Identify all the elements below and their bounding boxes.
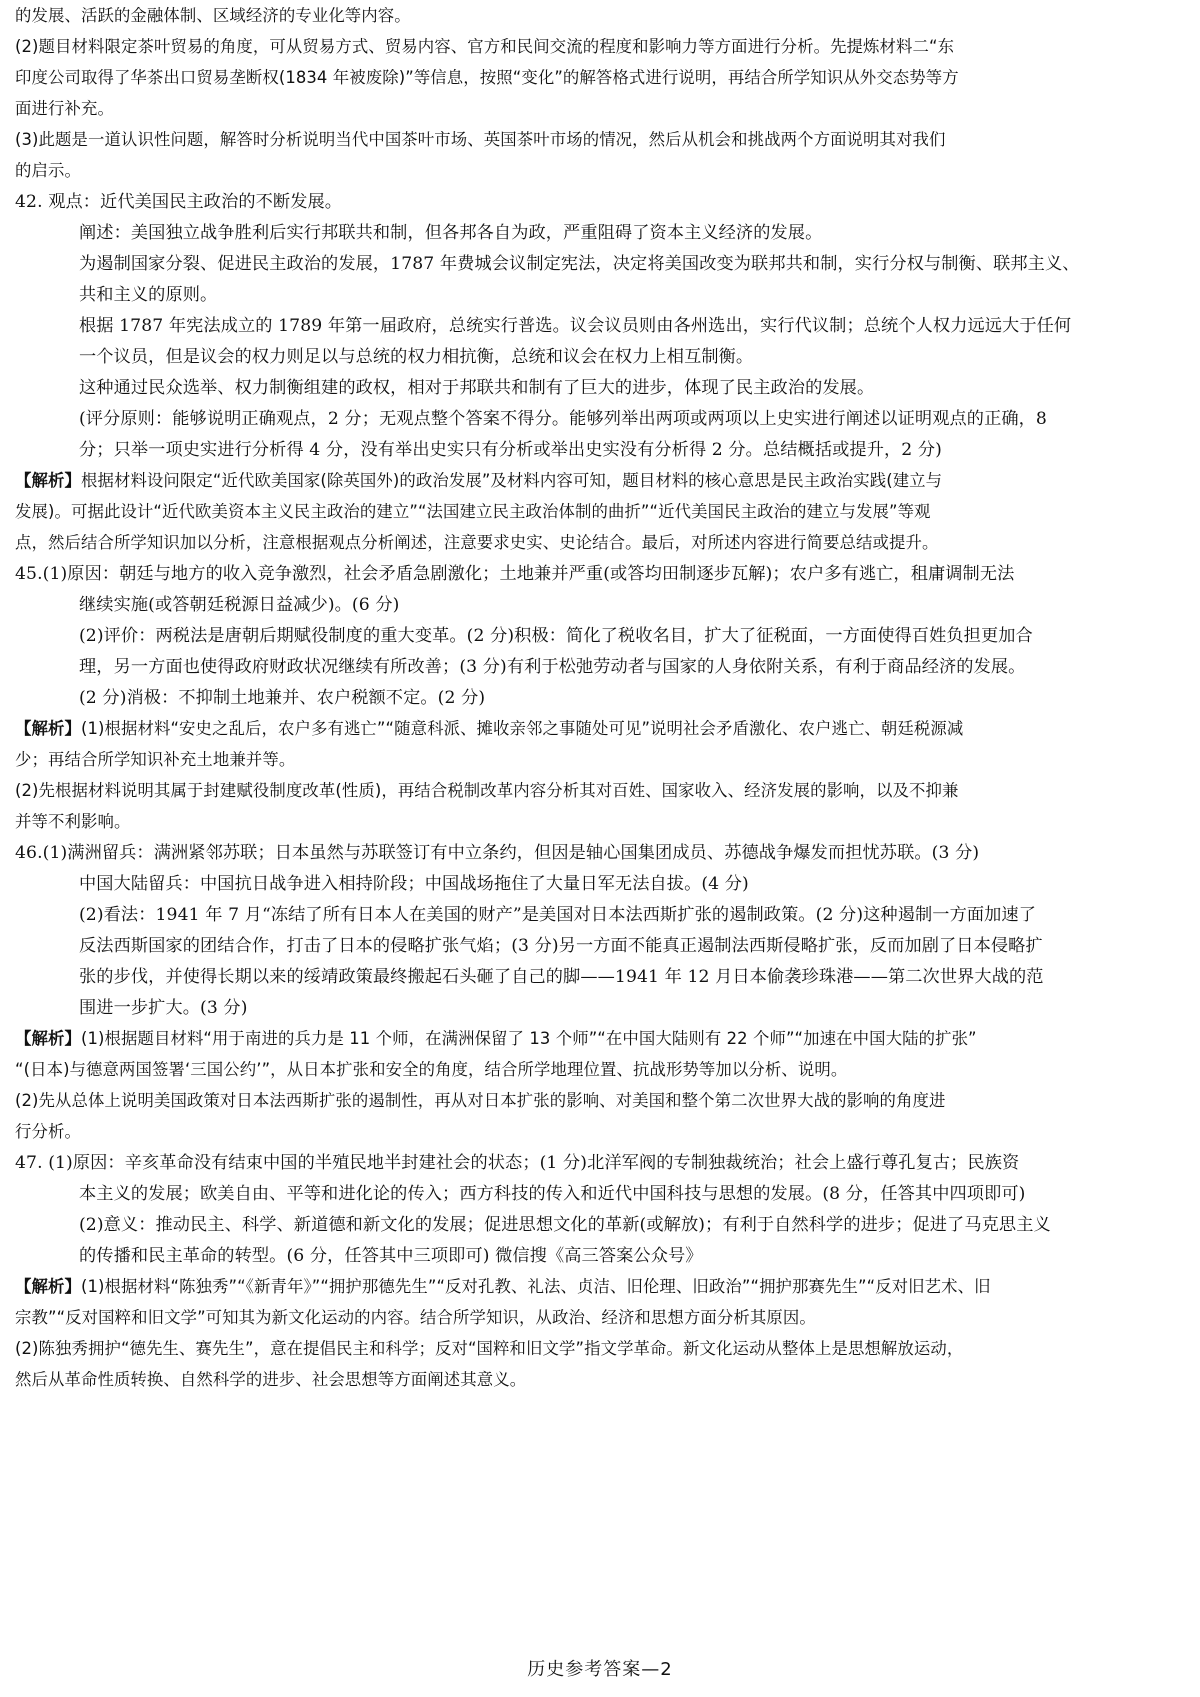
text-line: 反法西斯国家的团结合作，打击了日本的侵略扩张气焰；(3 分)另一方面不能真正遏制法西斯侵略扩张，反而加剧了日本侵略扩 [79, 936, 1043, 956]
analysis-tag: 【解析】 [15, 471, 81, 490]
analysis-tag: 【解析】 [15, 719, 81, 738]
text-line: 一个议员，但是议会的权力则足以与总统的权力相抗衡，总统和议会在权力上相互制衡。 [79, 347, 754, 367]
question-42-heading: 42. 观点：近代美国民主政治的不断发展。 [15, 192, 343, 212]
text-line: 的启示。 [15, 161, 81, 180]
text-line: (2)看法：1941 年 7 月“冻结了所有日本人在美国的财产”是美国对日本法西斯扩张的遏制政策。(2 分)这种遏制一方面加速了 [79, 905, 1037, 925]
text-line: 理，另一方面也使得政府财政状况继续有所改善；(3 分)有利于松弛劳动者与国家的人身依附关系，有利于商品经济的发展。 [79, 657, 1026, 677]
analysis-text: 根据材料设问限定“近代欧美国家(除英国外)的政治发展”及材料内容可知，题目材料的核心意思是民主政治实践(建立与 [80, 471, 943, 490]
text-line: 的发展、活跃的金融体制、区域经济的专业化等内容。 [15, 6, 411, 25]
text-line: 张的步伐，并使得长期以来的绥靖政策最终搬起石头砸了自己的脚——1941 年 12 月日本偷袭珍珠港——第二次世界大战的范 [79, 967, 1044, 987]
text-line: 围进一步扩大。(3 分) [79, 998, 248, 1018]
text-line: 根据 1787 年宪法成立的 1789 年第一届政府，总统实行普选。议会议员则由各州选出，实行代议制；总统个人权力远远大于任何 [79, 316, 1072, 336]
text-line: 继续实施(或答朝廷税源日益减少)。(6 分) [79, 595, 400, 615]
analysis-text: (1)根据题目材料“用于南进的兵力是 11 个师，在满洲保留了 13 个师”“在中国大陆则有 22 个师”“加速在中国大陆的扩张” [80, 1029, 977, 1048]
question-45-heading: 45.(1)原因：朝廷与地方的收入竞争激烈，社会矛盾急剧激化；土地兼并严重(或答均田制逐步瓦解)；农户多有逃亡，租庸调制无法 [15, 564, 1015, 584]
analysis-tag: 【解析】 [15, 1277, 81, 1296]
analysis-line [15, 715, 963, 743]
text-line: 点，然后结合所学知识加以分析，注意根据观点分析阐述，注意要求史实、史论结合。最后，对所述内容进行简要总结或提升。 [15, 533, 939, 552]
question-47-heading: 47. (1)原因：辛亥革命没有结束中国的半殖民地半封建社会的状态；(1 分)北洋军阀的专制独裁统治；社会上盛行尊孔复古；民族资 [15, 1153, 1020, 1173]
scoring-note: (评分原则：能够说明正确观点，2 分；无观点整个答案不得分。能够列举出两项或两项以上史实进行阐述以证明观点的正确，8 [79, 409, 1047, 429]
page-footer: 历史参考答案—2 [527, 1659, 673, 1680]
text-line: 阐述：美国独立战争胜利后实行邦联共和制，但各邦各自为政，严重阻碍了资本主义经济的发展。 [79, 223, 823, 243]
question-46-heading: 46.(1)满洲留兵：满洲紧邻苏联；日本虽然与苏联签订有中立条约，但因是轴心国集团成员、苏德战争爆发而担忧苏联。(3 分) [15, 843, 980, 863]
text-line: (2)题目材料限定茶叶贸易的角度，可从贸易方式、贸易内容、官方和民间交流的程度和影响力等方面进行分析。先提炼材料二“东 [15, 37, 955, 56]
analysis-text: (1)根据材料“安史之乱后，农户多有逃亡”“随意科派、摊收亲邻之事随处可见”说明社会矛盾激化、农户逃亡、朝廷税源减 [80, 719, 964, 738]
analysis-text: (1)根据材料“陈独秀”“《新青年》”“拥护那德先生”“反对孔教、礼法、贞洁、旧伦理、旧政治”“拥护那赛先生”“反对旧艺术、旧 [80, 1277, 991, 1296]
text-line: (2)意义：推动民主、科学、新道德和新文化的发展；促进思想文化的革新(或解放)；有利于自然科学的进步；促进了马克思主义 [79, 1215, 1051, 1235]
text-line: 面进行补充。 [15, 99, 114, 118]
text-line: “(日本)与德意两国签署‘三国公约’”，从日本扩张和安全的角度，结合所学地理位置、抗战形势等加以分析、说明。 [15, 1060, 848, 1079]
text-line: (2 分)消极：不抑制土地兼并、农户税额不定。(2 分) [79, 688, 486, 708]
text-line: 并等不利影响。 [15, 812, 131, 831]
text-line: (2)先根据材料说明其属于封建赋役制度改革(性质)，再结合税制改革内容分析其对百姓、国家收入、经济发展的影响，以及不抑兼 [15, 781, 959, 800]
text-line: (2)先从总体上说明美国政策对日本法西斯扩张的遏制性，再从对日本扩张的影响、对美国和整个第二次世界大战的影响的角度进 [15, 1091, 946, 1110]
text-line: 然后从革命性质转换、自然科学的进步、社会思想等方面阐述其意义。 [15, 1370, 527, 1389]
text-line: 本主义的发展；欧美自由、平等和进化论的传入；西方科技的传入和近代中国科技与思想的发展。(8 分，任答其中四项即可) [79, 1184, 1026, 1204]
analysis-line [15, 1025, 977, 1053]
text-line: 发展)。可据此设计“近代欧美资本主义民主政治的建立”“法国建立民主政治体制的曲折”“近代美国民主政治的建立与发展”等观 [15, 502, 931, 521]
text-line: (2)评价：两税法是唐朝后期赋役制度的重大变革。(2 分)积极：简化了税收名目，扩大了征税面，一方面使得百姓负担更加合 [79, 626, 1033, 646]
analysis-tag: 【解析】 [15, 1029, 81, 1048]
text-line: 这种通过民众选举、权力制衡组建的政权，相对于邦联共和制有了巨大的进步，体现了民主政治的发展。 [79, 378, 875, 398]
text-line: (2)陈独秀拥护“德先生、赛先生”，意在提倡民主和科学；反对“国粹和旧文学”指文学革命。新文化运动从整体上是思想解放运动， [15, 1339, 964, 1358]
text-line: 共和主义的原则。 [79, 285, 218, 305]
analysis-line [15, 467, 942, 495]
analysis-line [15, 1273, 991, 1301]
text-line: 印度公司取得了华茶出口贸易垄断权(1834 年被废除)”等信息，按照“变化”的解答格式进行说明，再结合所学知识从外交态势等方 [15, 68, 959, 87]
text-line: 为遏制国家分裂、促进民主政治的发展，1787 年费城会议制定宪法，决定将美国改变为联邦共和制，实行分权与制衡、联邦主义、 [79, 254, 1080, 274]
text-line: 行分析。 [15, 1122, 81, 1141]
text-line: (3)此题是一道认识性问题，解答时分析说明当代中国茶叶市场、英国茶叶市场的情况，然后从机会和挑战两个方面说明其对我们 [15, 130, 946, 149]
text-line: 宗教”“反对国粹和旧文学”可知其为新文化运动的内容。结合所学知识，从政治、经济和思想方面分析其原因。 [15, 1308, 816, 1327]
text-line: 中国大陆留兵：中国抗日战争进入相持阶段；中国战场拖住了大量日军无法自拔。(4 分) [79, 874, 749, 894]
text-line: 少；再结合所学知识补充土地兼并等。 [15, 750, 296, 769]
text-line: 的传播和民主革命的转型。(6 分，任答其中三项即可) 微信搜《高三答案公众号》 [79, 1246, 703, 1266]
scoring-note: 分；只举一项史实进行分析得 4 分，没有举出史实只有分析或举出史实没有分析得 2 分。总结概括或提升，2 分) [79, 440, 942, 460]
